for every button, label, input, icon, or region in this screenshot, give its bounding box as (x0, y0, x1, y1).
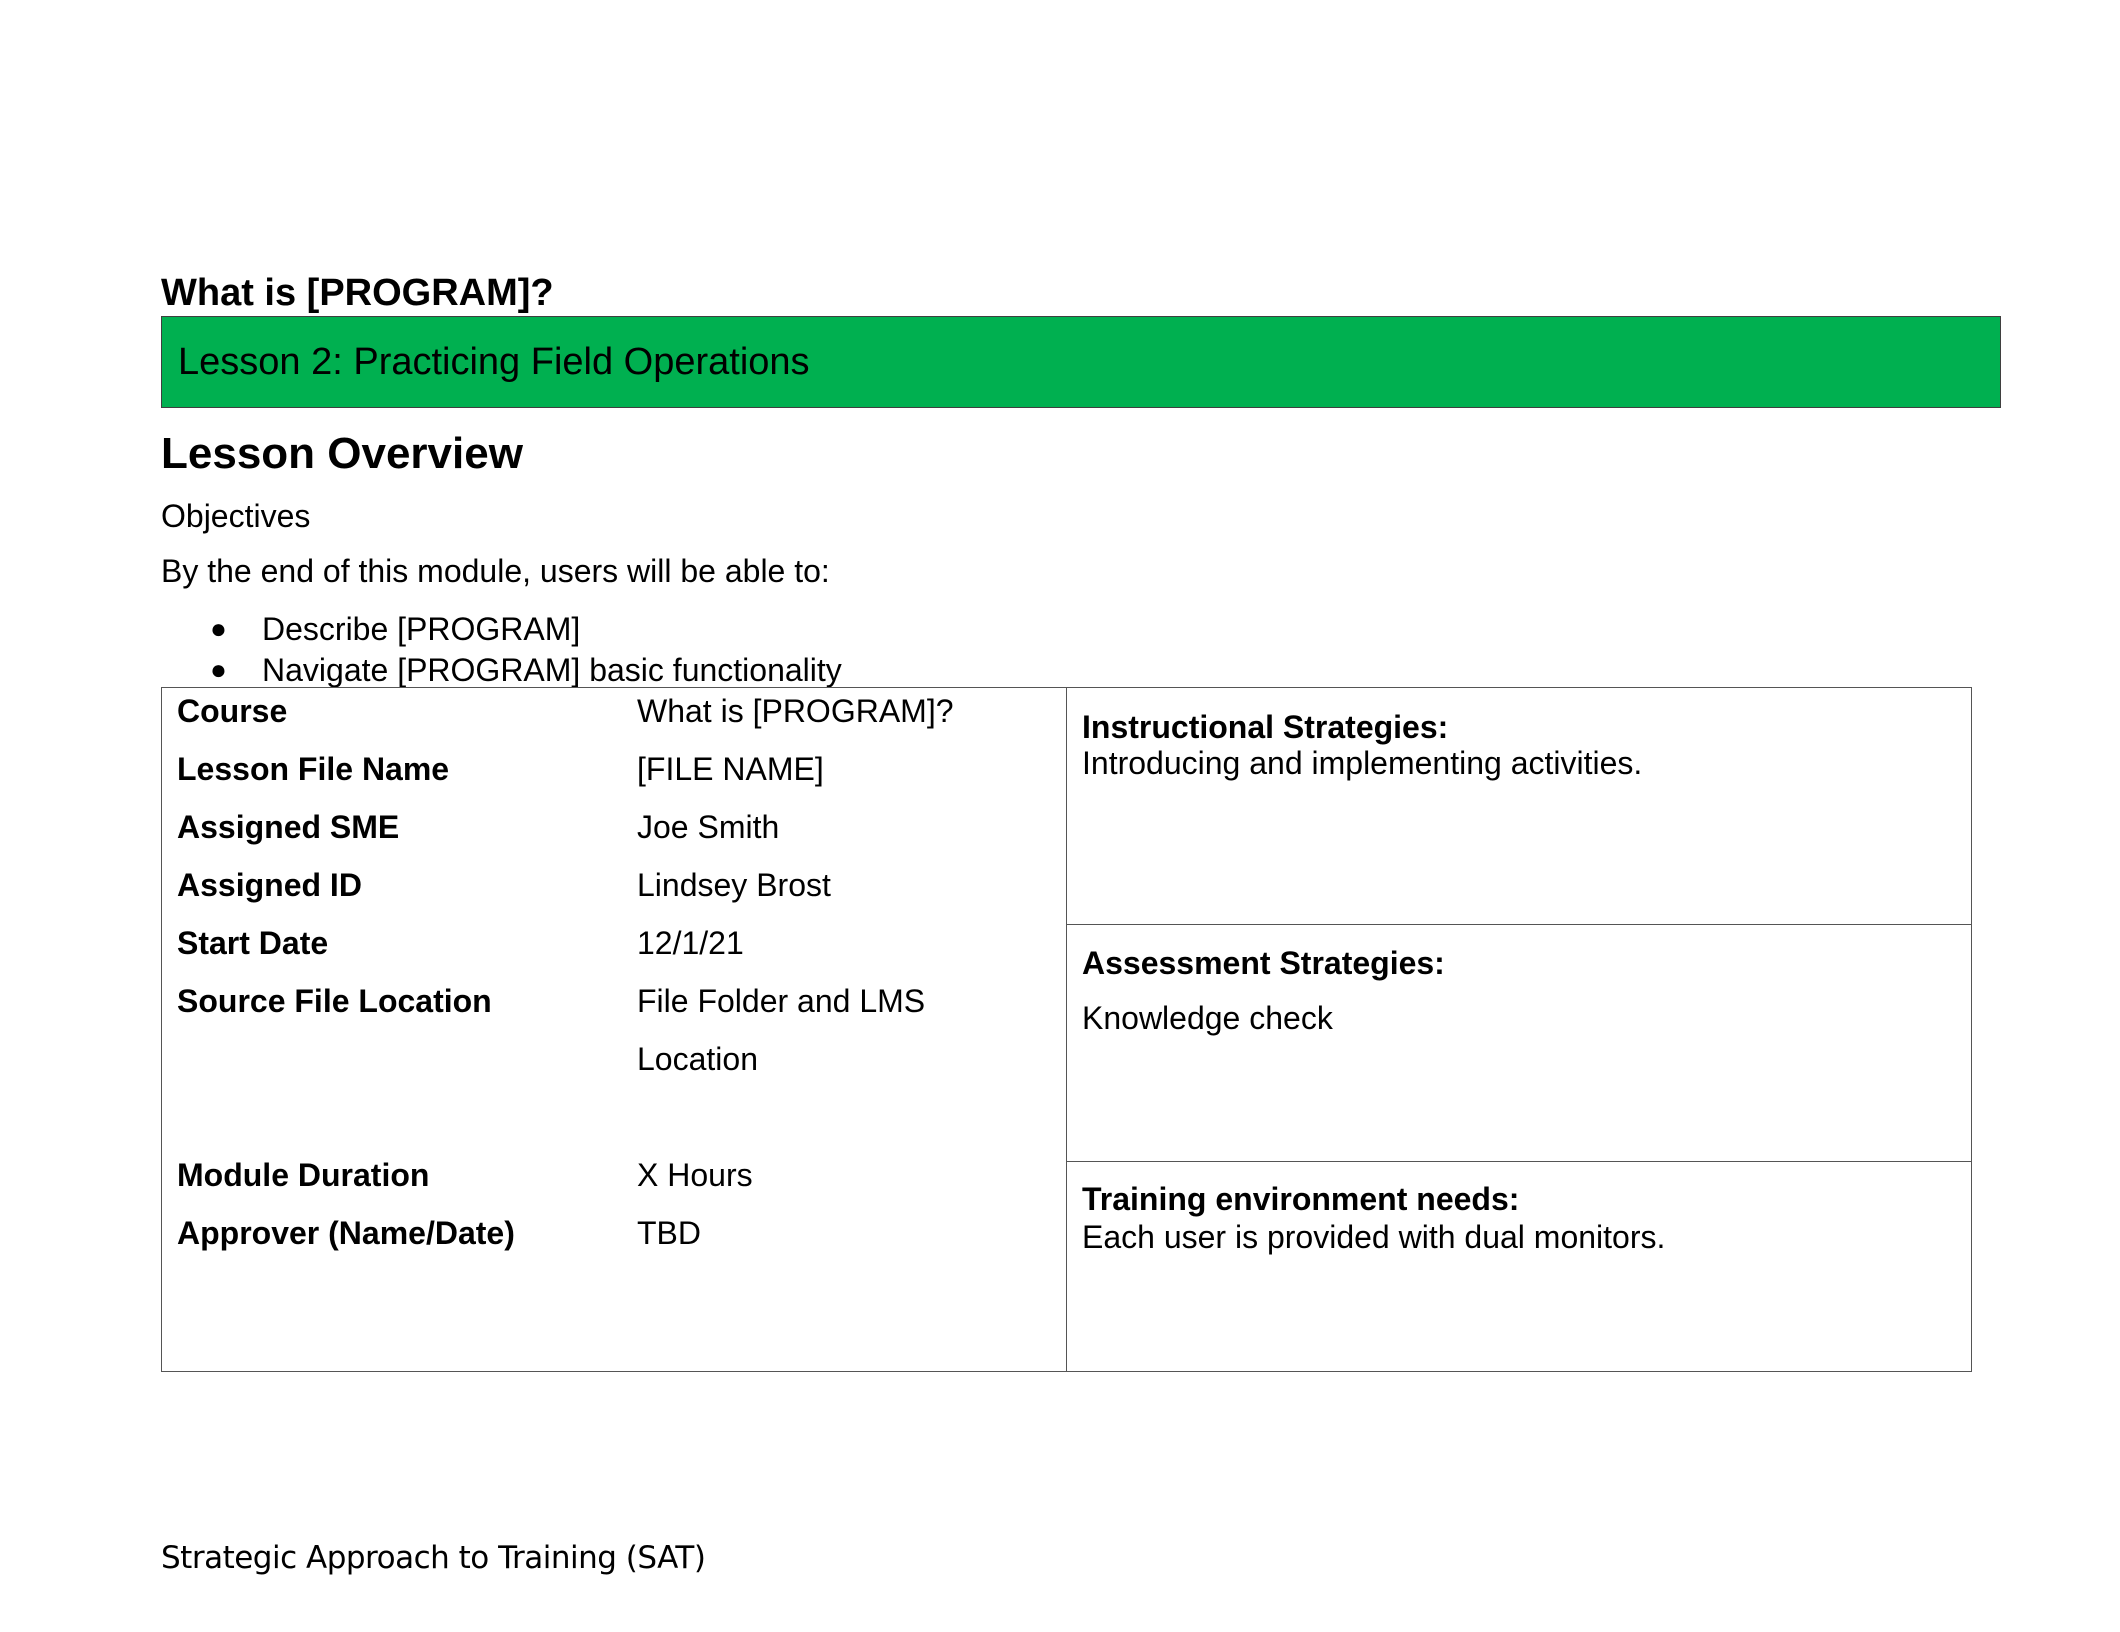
lesson-details-column (162, 688, 1067, 1371)
row-value: X Hours (637, 1157, 753, 1193)
strategies-column (1067, 688, 1971, 1371)
row-label: Start Date (177, 925, 329, 961)
strategy-title: Assessment Strategies: (1082, 945, 1445, 981)
training-environment-cell (1067, 1162, 1971, 1371)
row-value: What is [PROGRAM]? (637, 693, 954, 729)
bullet-icon: ● (210, 654, 227, 685)
objectives-intro: By the end of this module, users will be able to: (161, 553, 830, 589)
row-label: Course (177, 693, 288, 729)
strategy-title: Training environment needs: (1082, 1181, 1520, 1217)
strategy-title: Instructional Strategies: (1082, 709, 1449, 745)
lesson-title: Lesson 2: Practicing Field Operations (178, 341, 810, 383)
strategy-text: Knowledge check (1082, 1000, 1333, 1036)
lesson-banner (161, 316, 2001, 408)
assessment-strategies-cell (1067, 925, 1971, 1162)
row-value: File Folder and LMS (637, 983, 926, 1019)
lesson-info-table (161, 687, 1972, 1372)
section-heading: Lesson Overview (161, 429, 523, 478)
objective-text: Navigate [PROGRAM] basic functionality (262, 652, 842, 688)
strategy-text: Each user is provided with dual monitors. (1082, 1219, 1666, 1255)
row-label: Assigned ID (177, 867, 362, 903)
strategy-text: Introducing and implementing activities. (1082, 745, 1643, 781)
row-label: Assigned SME (177, 809, 400, 845)
row-label: Approver (Name/Date) (177, 1215, 515, 1251)
row-label: Lesson File Name (177, 751, 450, 787)
row-value: Joe Smith (637, 809, 780, 845)
row-label: Source File Location (177, 983, 492, 1019)
instructional-strategies-cell (1067, 688, 1971, 925)
bullet-icon: ● (210, 613, 227, 644)
row-value: Location (637, 1041, 758, 1077)
page-footer: Strategic Approach to Training (SAT) (161, 1540, 706, 1576)
row-value: Lindsey Brost (637, 867, 831, 903)
objectives-label: Objectives (161, 498, 311, 534)
row-label: Module Duration (177, 1157, 430, 1193)
row-value: 12/1/21 (637, 925, 744, 961)
objective-text: Describe [PROGRAM] (262, 611, 581, 647)
row-value: [FILE NAME] (637, 751, 824, 787)
row-value: TBD (637, 1215, 701, 1251)
page-header: What is [PROGRAM]? (161, 272, 554, 314)
